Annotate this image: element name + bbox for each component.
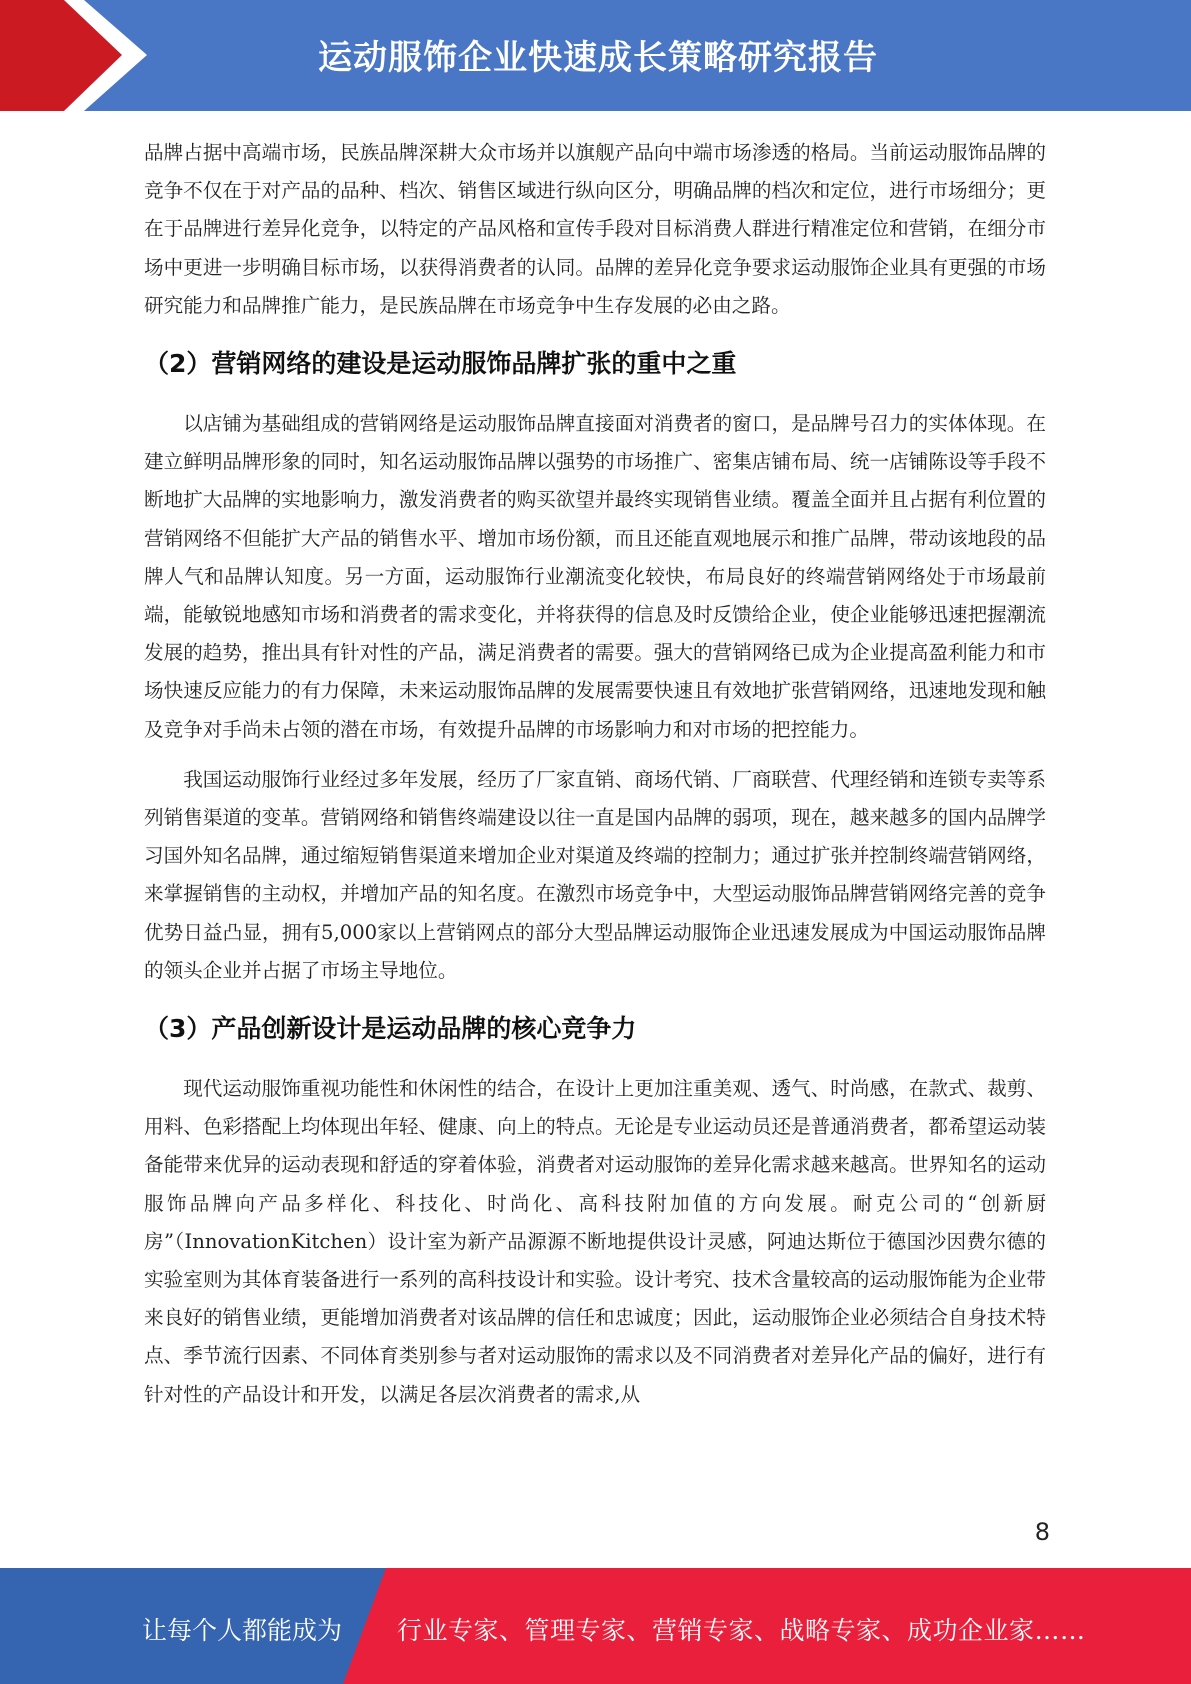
page-header [0, 0, 1191, 111]
section-heading-product-innovation: （3）产品创新设计是运动品牌的核心竞争力 [144, 1014, 637, 1044]
page-content [144, 134, 1046, 1414]
page-footer [0, 1568, 1191, 1684]
paragraph-sales-channels: 我国运动服饰行业经过多年发展，经历了厂家直销、商场代销、厂商联营、代理经销和连锁专卖等系列销售渠道的变革。营销网络和销售终端建设以往一直是国内品牌的弱项，现在，越来越多的国内品牌学习国外知名品牌，通过缩短销售渠道来增加企业对渠道及终端的控制力；通过扩张并控制终端营销网络，来掌握销售的主动权，并增加产品的知名度。在激烈市场竞争中，大型运动服饰品牌营销网络完善的竞争优势日益凸显，拥有5,000家以上营销网点的部分大型品牌运动服饰企业迅速发展成为中国运动服饰品牌的领头企业并占据了市场主导地位。 [144, 767, 1046, 982]
footer-slogan-left: 让每个人都能成为 [142, 1616, 343, 1645]
paragraph-marketing-network: 以店铺为基础组成的营销网络是运动服饰品牌直接面对消费者的窗口，是品牌号召力的实体体现。在建立鲜明品牌形象的同时，知名运动服饰品牌以强势的市场推广、密集店铺布局、统一店铺陈设等手段不断地扩大品牌的实地影响力，激发消费者的购买欲望并最终实现销售业绩。覆盖全面并且占据有利位置的营销网络不但能扩大产品的销售水平、增加市场份额，而且还能直观地展示和推广品牌，带动该地段的品牌人气和品牌认知度。另一方面，运动服饰行业潮流变化较快，布局良好的终端营销网络处于市场最前端，能敏锐地感知市场和消费者的需求变化，并将获得的信息及时反馈给企业，使企业能够迅速把握潮流发展的趋势，推出具有针对性的产品，满足消费者的需要。强大的营销网络已成为企业提高盈利能力和市场快速反应能力的有力保障，未来运动服饰品牌的发展需要快速且有效地扩张营销网络，迅速地发现和触及竞争对手尚未占领的潜在市场，有效提升品牌的市场影响力和对市场的把控能力。 [144, 412, 1046, 741]
page-number: 8 [1034, 1518, 1050, 1546]
paragraph-product-design: 现代运动服饰重视功能性和休闲性的结合，在设计上更加注重美观、透气、时尚感，在款式、裁剪、用料、色彩搭配上均体现出年轻、健康、向上的特点。无论是专业运动员还是普通消费者，都希望运动装备能带来优异的运动表现和舒适的穿着体验，消费者对运动服饰的差异化需求越来越高。世界知名的运动服饰品牌向产品多样化、科技化、时尚化、高科技附加值的方向发展。耐克公司的“创新厨房”（InnovationKitchen）设计室为新产品源源不断地提供设计灵感，阿迪达斯位于德国沙因费尔德的实验室则为其体育装备进行一系列的高科技设计和实验。设计考究、技术含量较高的运动服饰能为企业带来良好的销售业绩，更能增加消费者对该品牌的信任和忠诚度；因此，运动服饰企业必须结合自身技术特点、季节流行因素、不同体育类别参与者对运动服饰的需求以及不同消费者对差异化产品的偏好，进行有针对性的产品设计和开发，以满足各层次消费者的需求,从 [144, 1077, 1046, 1406]
section-heading-marketing-network: （2）营销网络的建设是运动服饰品牌扩张的重中之重 [144, 349, 737, 379]
report-title: 运动服饰企业快速成长策略研究报告 [318, 38, 878, 78]
footer-slogan-right: 行业专家、管理专家、营销专家、战略专家、成功企业家…… [397, 1616, 1086, 1645]
paragraph-brand-competition: 品牌占据中高端市场，民族品牌深耕大众市场并以旗舰产品向中端市场渗透的格局。当前运动服饰品牌的竞争不仅在于对产品的品种、档次、销售区域进行纵向区分，明确品牌的档次和定位，进行市场细分；更在于品牌进行差异化竞争，以特定的产品风格和宣传手段对目标消费人群进行精准定位和营销，在细分市场中更进一步明确目标市场，以获得消费者的认同。品牌的差异化竞争要求运动服饰企业具有更强的市场研究能力和品牌推广能力，是民族品牌在市场竞争中生存发展的必由之路。 [144, 141, 1046, 317]
